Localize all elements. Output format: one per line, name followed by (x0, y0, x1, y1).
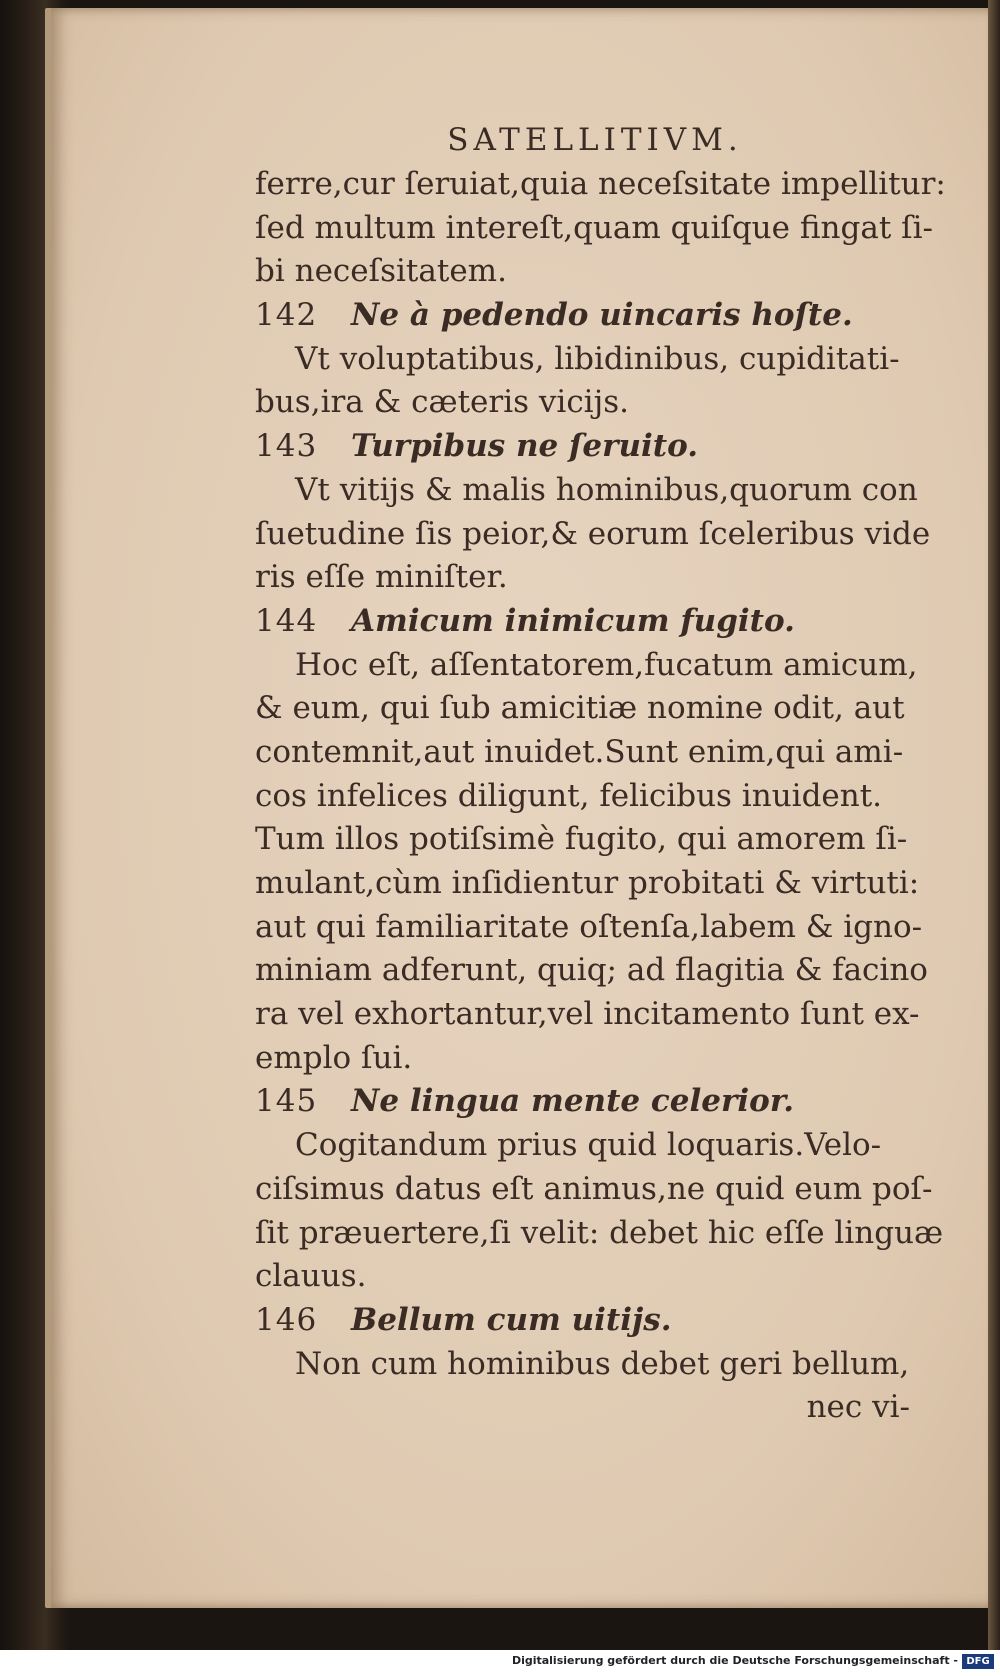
page-text (255, 118, 955, 1430)
aphorism-lemma: Ne lingua mente celerior. (351, 1083, 795, 1120)
text-line: Vt vitijs & malis hominibus,quorum con (295, 471, 918, 508)
text-line: bi neceſsitatem. (255, 253, 507, 290)
aphorism-lemma: Turpibus ne ſeruito. (351, 428, 699, 465)
aphorism-number: 142 (255, 297, 318, 334)
text-line: mulant,cùm inſidientur probitati & virtuti: (255, 865, 920, 901)
text-line: emplo ſui. (255, 1039, 413, 1076)
digitization-footer (0, 1650, 1000, 1676)
text-line: aut qui familiaritate oſtenſa,labem & igno- (255, 908, 923, 945)
text-lines (255, 163, 955, 1386)
aphorism-number: 145 (255, 1083, 318, 1120)
text-line: ſed multum intereſt,quam quiſque fingat ſi- (255, 209, 933, 246)
aphorism-heading (255, 425, 955, 469)
text-line: ra vel exhortantur,vel incitamento ſunt ex- (255, 996, 920, 1033)
catchword: nec vi- (806, 1389, 910, 1426)
page-edge (988, 0, 1000, 1650)
text-line: bus,ira & cæteris vicijs. (255, 384, 629, 421)
text-line: cos infelices diligunt, felicibus inuident. (255, 777, 883, 814)
text-line: miniam adferunt, quiq; ad flagitia & facino (255, 952, 928, 989)
aphorism-lemma: Amicum inimicum fugito. (351, 602, 795, 639)
aphorism-lemma: Ne à pedendo uincaris hoſte. (351, 297, 853, 334)
footer-credit: Digitalisierung gefördert durch die Deutsche Forschungsgemeinschaft - (511, 1654, 958, 1667)
dfg-logo: DFG (962, 1654, 994, 1669)
text-line: ferre,cur ſeruiat,quia neceſsitate impellitur: (255, 166, 946, 202)
text-line: Non cum hominibus debet geri bellum, (295, 1345, 910, 1382)
aphorism-heading (255, 600, 955, 644)
text-line: Vt voluptatibus, libidinibus, cupiditati- (295, 340, 900, 377)
text-line: Cogitandum prius quid loquaris.Velo- (295, 1127, 882, 1164)
text-line: & eum, qui ſub amicitiæ nomine odit, aut (255, 690, 905, 727)
text-line: ſit præuertere,ſi velit: debet hic eſſe linguæ (255, 1214, 944, 1251)
aphorism-number: 146 (255, 1301, 318, 1338)
aphorism-number: 144 (255, 602, 318, 639)
text-line: contemnit,aut inuidet.Sunt enim,qui ami- (255, 733, 904, 770)
aphorism-heading (255, 1299, 955, 1343)
aphorism-heading (255, 1080, 955, 1124)
text-line: ris eſſe miniſter. (255, 559, 508, 596)
text-line: clauus. (255, 1258, 367, 1295)
aphorism-lemma: Bellum cum uitijs. (351, 1301, 672, 1338)
aphorism-heading (255, 294, 955, 338)
aphorism-number: 143 (255, 428, 318, 465)
running-head: SATELLITIVM. (447, 122, 743, 158)
text-line: Hoc eſt, aſſentatorem,fucatum amicum, (295, 646, 918, 683)
text-line: ciſsimus datus eſt animus,ne quid eum poſ- (255, 1170, 933, 1207)
text-line: ſuetudine ſis peior,& eorum ſceleribus vide (255, 515, 931, 552)
text-line: Tum illos potiſsimè fugito, qui amorem ſi- (255, 821, 908, 858)
